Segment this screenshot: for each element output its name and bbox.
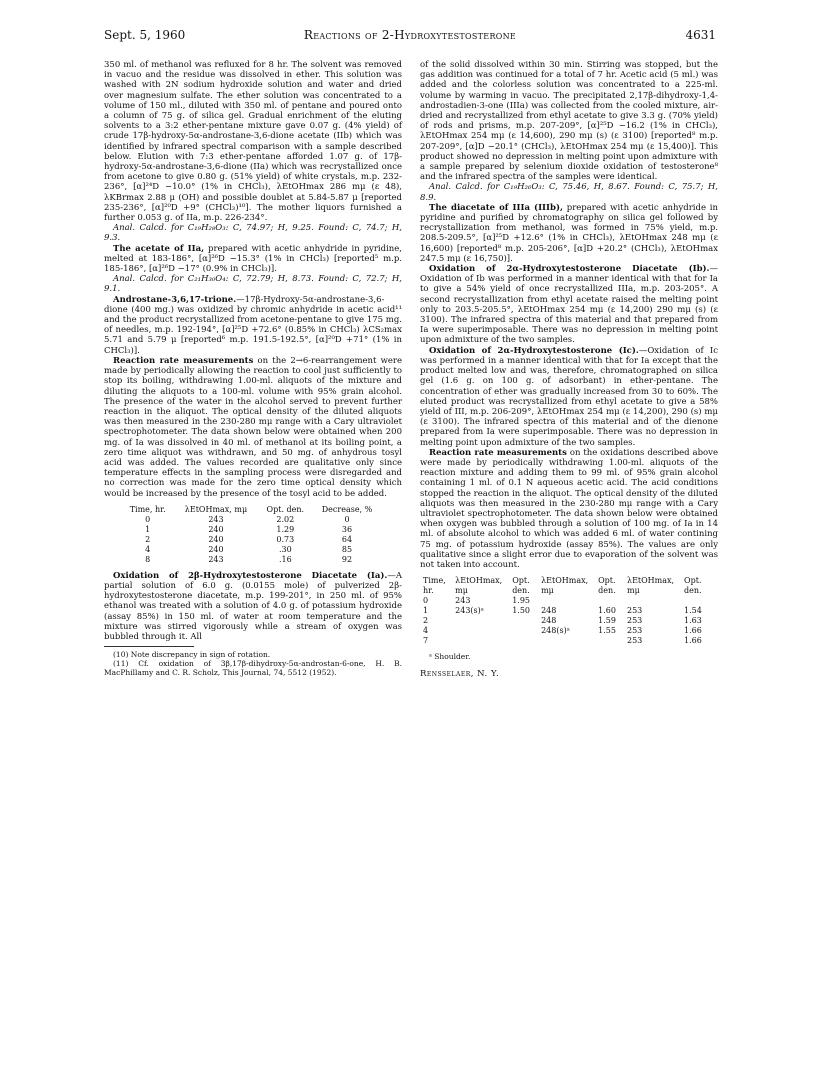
table-cell: 2.02: [276, 514, 295, 524]
table-row: [122, 535, 382, 545]
table-header-cell: Opt. den.: [266, 504, 305, 514]
table-cell: 248(s)ᵃ: [541, 626, 570, 636]
paragraph: [420, 264, 718, 346]
header-date: Sept. 5, 1960: [104, 28, 186, 42]
paragraph: [104, 571, 402, 642]
paragraph: [420, 346, 718, 448]
analysis-paragraph: Anal. Calcd. for C₂₁H₃₀O₄: C, 72.79; H, 8.73. Found: C, 72.7; H, 9.1.: [104, 274, 402, 295]
table-row: [122, 545, 382, 555]
paragraph-body: —A partial solution of 6.0 g. (0.0155 mole) of pulverized 2β-hydroxytestosterone diacetate, m.p. 199-201°, in 250 ml. of 95% ethanol was treated with a solution of 4.0 g. of potassium hydroxide (assay 85%) in 150 ml. of water at room temperature and the mixture was stirred vigorously while a stream of oxygen was bubbled through it. All: [104, 570, 402, 642]
table-cell: 0.73: [276, 534, 295, 544]
paragraph-heading: Oxidation of 2β-Hydroxytestosterone Diacetate (Ia).: [113, 570, 388, 581]
table-header-cell: λEtOHmax, mμ: [184, 504, 248, 514]
right-column: [420, 60, 718, 679]
table-cell: 1.50: [512, 606, 530, 616]
table-header-cell: Time, hr.: [423, 576, 446, 596]
paragraph-heading: Reaction rate measurements: [429, 447, 567, 458]
left-column: [104, 60, 402, 677]
table-header-row: [122, 505, 382, 515]
author-location: Rensselaer, N. Y.: [420, 669, 500, 680]
table-cell: 243(s)ᵃ: [455, 606, 484, 616]
table-cell: [509, 626, 538, 636]
table-cell: 92: [341, 554, 353, 564]
table-cell: 1.29: [276, 524, 295, 534]
table-cell: 253: [627, 606, 643, 616]
table-cell: [509, 616, 538, 626]
table-cell: 0: [145, 514, 151, 524]
analysis-paragraph: Anal. Calcd. for C₁₉H₂₆O₃: C, 75.46, H, 8.67. Found: C, 75.7; H, 8.9.: [420, 182, 718, 203]
table-cell: [595, 636, 624, 646]
table-cell: 1.60: [598, 606, 616, 616]
table-cell: [538, 636, 595, 646]
table-cell: .30: [278, 544, 292, 554]
table-row: [420, 616, 710, 626]
table-header-cell: Opt. den.: [684, 576, 702, 596]
table-cell: 253: [627, 626, 643, 636]
footnote-divider: [104, 646, 194, 647]
paragraph-heading: The diacetate of IIIa (IIIb),: [429, 202, 563, 213]
paragraph: [104, 244, 402, 275]
table-row: [122, 525, 382, 535]
paragraph-body: on the oxidations described above were made by periodically withdrawing 1.00-ml. aliquots of the reaction mixture and adding them to 99 ml. of 95% grain alcohol containing 1 ml. of 0.1 N aqueous acetic acid. The acid conditions stopped the reaction in the aliquot. The optical density of the diluted aliquots was then measured in the 230-280 mμ range with a Cary ultraviolet spectrophotometer. The data shown below were obtained when oxygen was bubbled through a solution of 100 mg. of Ia in 14 ml. of absolute alcohol to which was added 6 ml. of water contining 75 mg. of potassium hydroxide (assay 85%). The values are only qualitative since a slight error due to evaporation of the solvent was not taken into account.: [420, 447, 719, 570]
paragraph-body: —Oxidation of Ic was performed in a manner identical with that for Ia except that the product melted low and was, therefore, chromatographed on silica gel (1.6 g. on 100 g. of adsorbant) in ether-pentane. The concentration of ether was gradually increased from 30 to 60%. The eluted product was recrystallized from ethyl acetate to give a 58% yield of III, m.p. 206-209°, λEtOHmax 254 mμ (ε 14,200), 290 (s) mμ (ε 3100). The infrared spectra of this material and of the dienone prepared from Ia were superimposable. There was no depression in melting point upon admixture of the two samples.: [420, 345, 718, 448]
paragraph-heading: The acetate of IIa,: [113, 243, 205, 254]
table-row: [122, 555, 382, 565]
paragraph-body: —17β-Hydroxy-5α-androstane-3,6-dione (400 mg.) was oxidized by chromic anhydride in acetic acid¹¹ and the product recrystallized from acetone-pentane to give 175 mg. of needles, m.p. 192-194°, [α]²⁵D +72.6° (0.85% in CHCl₃) λCS₂max 5.71 and 5.79 μ [reported⁶ m.p. 191.5-192.5°, [α]²⁰D +71° (1% in CHCl₃)].: [104, 294, 402, 356]
table-row: [420, 596, 710, 606]
analysis-paragraph: Anal. Calcd. for C₁₉H₂₈O₃: C, 74.97; H, 9.25. Found: C, 74.7; H, 9.3.: [104, 223, 402, 244]
table-cell: 248: [541, 616, 557, 626]
table-cell: 1: [423, 606, 429, 616]
table-cell: [624, 596, 681, 606]
table-footnote: ᵃ Shoulder.: [429, 652, 471, 662]
footnote: (11) Cf. oxidation of 3β,17β-dihydroxy-5α-androstan-6-one, H. B. MacPhillamy and C. R. Scholz, This Journal, 74, 5512 (1952).: [104, 659, 402, 678]
table-row: [122, 515, 382, 525]
table-cell: 1.66: [684, 626, 702, 636]
table-cell: 1.63: [684, 616, 702, 626]
paragraph-body: —Oxidation of Ib was performed in a manner identical with that for Ia to give a 54% yield of once recrystallized IIIa, m.p. 203-205°. A second recrystallization from ethyl acetate raised the melting point only to 203.5-205.5°, λEtOHmax 254 mμ (ε 14,200) 290 mμ (s) (ε 3100). The infrared spectra of this material and that prepared from Ia were superimposable. There was no depression in melting point upon admixture of the two samples.: [420, 264, 718, 346]
table-cell: 64: [341, 534, 353, 544]
table-header-cell: λEtOHmax, mμ: [455, 576, 503, 596]
paragraph: [420, 448, 718, 570]
paragraph: 350 ml. of methanol was refluxed for 8 hr. The solvent was removed in vacuo and the residue was dissolved in ether. This solution was washed with 2N sodium hydroxide solution and water and dried over magnesium sulfate. The ether solution was concentrated to a volume of 150 ml., diluted with 350 ml. of pentane and poured onto a column of 75 g. of silica gel. Gradual enrichment of the eluting solvents to a 3:2 ether-pentane mixture gave 0.07 g. (4% yield) of crude 17β-hydroxy-5α-androstane-3,6-dione acetate (IIb) which was identified by infrared spectral comparison with a sample described below. Elution with 7:3 ether-pentane afforded 1.07 g. of 17β-hydroxy-5α-androstane-3,6-dione (IIa) which was recrystallized once from acetone to give 0.80 g. (51% yield) of white crystals, m.p. 232-236°, [α]²⁴D −10.0° (1% in CHCl₃), λEtOHmax 286 mμ (ε 48), λKBrmax 2.88 μ (OH) and possible doublet at 5.84-5.87 μ [reported 235-236°, [α]²⁰D +9° (CHCl₃)¹⁰]. The mother liquors furnished a further 0.053 g. of IIa, m.p. 226-234°.: [104, 60, 402, 224]
table-cell: 243: [208, 554, 224, 564]
paragraph-heading: Oxidation of 2α-Hydroxytestosterone (Ic).: [429, 345, 639, 356]
running-header: [104, 28, 716, 44]
table-cell: 2: [145, 534, 151, 544]
table-header-cell: λEtOHmax, mμ: [541, 576, 589, 596]
table-cell: 4: [423, 626, 429, 636]
table-cell: 243: [455, 596, 471, 606]
table-cell: 1.59: [598, 616, 616, 626]
table-header-row: [420, 576, 710, 596]
table-cell: .16: [278, 554, 292, 564]
table-cell: 1.66: [684, 636, 702, 646]
table-cell: 8: [145, 554, 151, 564]
table-header-cell: Time, hr.: [129, 504, 166, 514]
header-title: Reactions of 2-Hydroxytestosterone: [303, 28, 517, 42]
table-cell: 0: [423, 596, 429, 606]
paragraph-body: prepared with acetic anhydride in pyridine, melted at 183-186°, [α]²⁶D −15.3° (1% in CHCl₃) [reported⁵ m.p. 185-186°, [α]²⁶D −17° (0.9% in CHCl₃)].: [104, 243, 402, 275]
table-cell: 36: [341, 524, 353, 534]
table-row: [420, 636, 710, 646]
table-cell: 253: [627, 636, 643, 646]
table-cell: [509, 636, 538, 646]
paragraph: [104, 295, 402, 356]
paragraph-body: on the 2→6-rearrangement were made by periodically allowing the reaction to cool just sufficiently to stop its boiling, withdrawing 1.00-ml. aliquots of the mixture and diluting the aliquots to a 100-ml. volume with 95% grain alcohol. The presence of the water in the alcohol served to prevent further reaction in the aliquot. The optical density of the diluted aliquots was then measured in the 230-280 mμ range with a Cary ultraviolet spectrophotometer. The data shown below were obtained when 200 mg. of Ia was dissolved in 40 ml. of methanol at its boiling point, a zero time aliquot was withdrawn, and 50 mg. of anhydrous tosyl acid was added. The values recorded are qualitative only since temperature effects in the sampling process were disregarded and no correction was made for the zero time optical density which would be increased by the presence of the tosyl acid to be added.: [104, 355, 403, 499]
paragraph: [420, 203, 718, 264]
paragraph: [104, 356, 402, 499]
paragraph-body: prepared with acetic anhydride in pyridine and purified by chromatography on silica gel followed by recrystallization from methanol, was formed in 75% yield, m.p. 208.5-209.5°, [α]²⁵D +12.6° (1% in CHCl₃), λEtOHmax 248 mμ (ε 16,600) [reported⁸ m.p. 205-206°, [α]D +20.2° (CHCl₃), λEtOHmax 247.5 mμ (ε 16,750)].: [420, 202, 719, 264]
paragraph-heading: Reaction rate measurements: [113, 355, 254, 366]
table-cell: 85: [341, 544, 353, 554]
rate-table: [122, 505, 382, 565]
table-cell: 1.54: [684, 606, 702, 616]
table-cell: 0: [344, 514, 350, 524]
table-cell: [452, 626, 509, 636]
paragraph-heading: Androstane-3,6,17-trione.: [113, 294, 237, 305]
table-cell: 1.55: [598, 626, 616, 636]
table-cell: [681, 596, 710, 606]
paragraph: of the solid dissolved within 30 min. Stirring was stopped, but the gas addition was continued for a total of 7 hr. Acetic acid (5 ml.) was added and the colorless solution was concentrated to a 225-ml. volume by warming in vacuo. The precipitated 2,17β-dihydroxy-1,4-androstadien-3-one (IIIa) was collected from the cooled mixture, air-dried and recrystallized from ethyl acetate to give 3.3 g. (70% yield) of rods and prisms, m.p. 207-209°, [α]²⁵D −16.2 (1% in CHCl₃), λEtOHmax 254 mμ (ε 14,600), 290 mμ (s) (ε 3100) [reported⁸ m.p. 207-209°, [α]D −20.1° (CHCl₃), λEtOHmax 254 mμ (ε 15,400)]. This product showed no depression in melting point upon admixture with a sample prepared by selenium dioxide oxidation of testosterone⁸ and the infrared spectra of the samples were identical.: [420, 60, 718, 183]
table-row: [420, 626, 710, 636]
table-cell: [538, 596, 595, 606]
table-cell: 248: [541, 606, 557, 616]
table-cell: [452, 616, 509, 626]
table-cell: 1.95: [512, 596, 530, 606]
oxidation-rate-table: [420, 576, 710, 646]
table-row: [420, 606, 710, 616]
table-cell: 7: [423, 636, 429, 646]
table-cell: 240: [208, 524, 224, 534]
table-cell: 4: [145, 544, 151, 554]
table-cell: 240: [208, 544, 224, 554]
table-header-cell: Opt. den.: [512, 576, 530, 596]
paragraph-heading: Oxidation of 2α-Hydroxytestosterone Diacetate (Ib).: [429, 264, 710, 275]
table-cell: 240: [208, 534, 224, 544]
table-cell: [452, 636, 509, 646]
table-header-cell: Opt. den.: [598, 576, 616, 596]
table-header-cell: Decrease, %: [321, 504, 373, 514]
table-cell: [595, 596, 624, 606]
table-cell: 243: [208, 514, 224, 524]
table-header-cell: λEtOHmax, mμ: [627, 576, 675, 596]
table-cell: 1: [145, 524, 151, 534]
table-cell: 2: [423, 616, 429, 626]
header-page-number: 4631: [685, 28, 716, 42]
table-cell: 253: [627, 616, 643, 626]
footnote: (10) Note discrepancy in sign of rotation.: [113, 650, 271, 660]
